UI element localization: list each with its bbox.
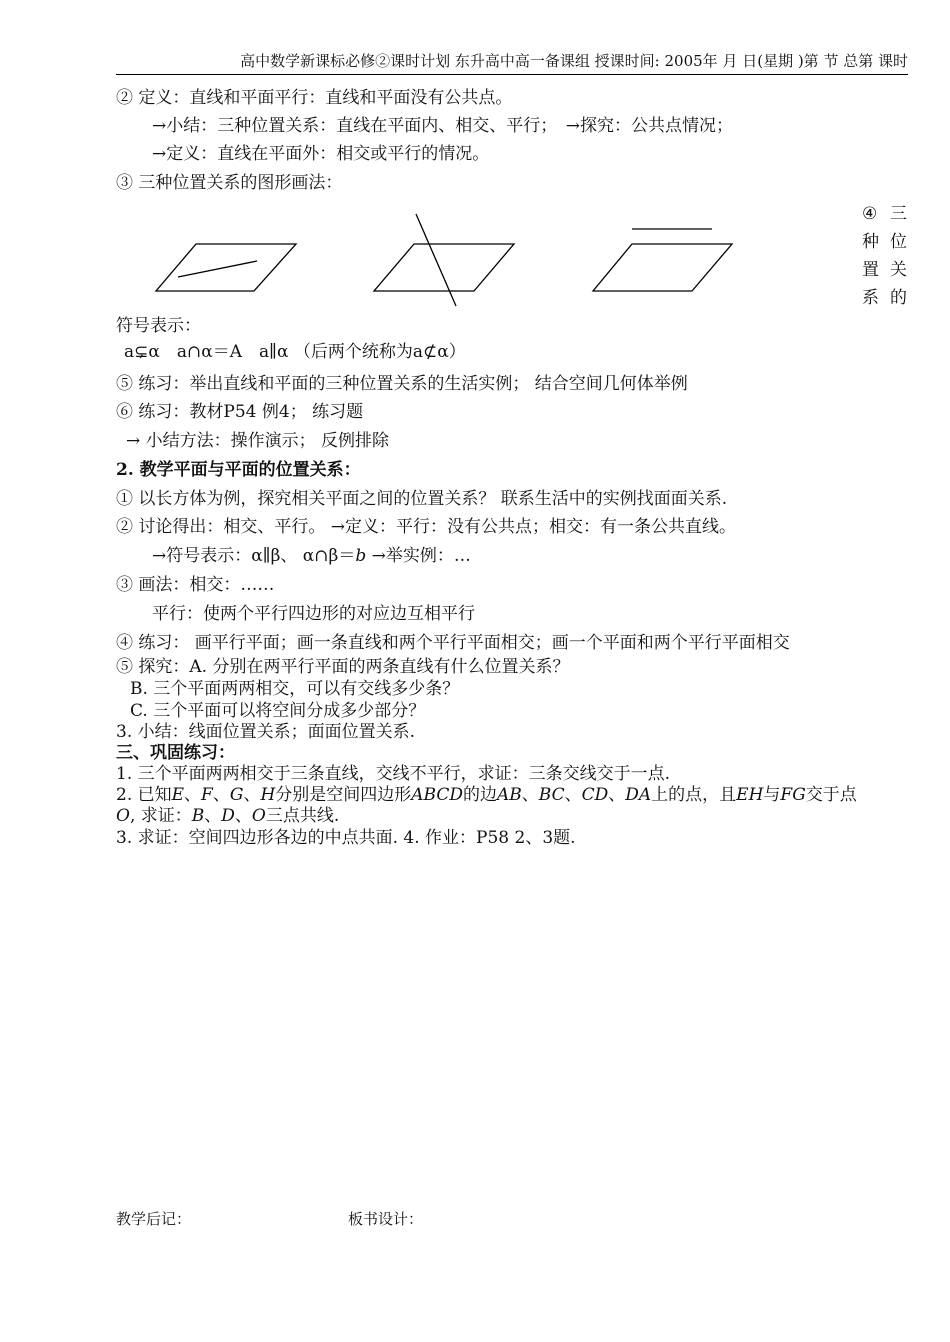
line-discussion: ② 讨论得出：相交、平行。 →定义：平行：没有公共点；相交：有一条公共直线。 [116, 517, 737, 537]
line-definition-parallel: ② 定义：直线和平面平行：直线和平面没有公共点。 [116, 88, 513, 108]
line-explore-c: C. 三个平面可以将空间分成多少部分？ [130, 701, 426, 721]
ex2-text: , 求证： [129, 806, 192, 826]
ex2-text: 的边 [463, 785, 497, 805]
line-drawing: ③ 画法：相交：…… [116, 575, 275, 595]
page-header: 高中数学新课标必修②课时计划 东升高中高一备课组 授课时间: 2005年 月 日(星期 )第 节 总第 课时 [116, 50, 908, 75]
ex2-text: 与 [763, 785, 781, 805]
ex2-var-o: O [116, 806, 130, 826]
line-intersecting [416, 214, 456, 306]
ex2-sep: 、 [184, 785, 202, 805]
ex2-var-b: B [191, 806, 205, 826]
ex2-sep: 、 [521, 785, 539, 805]
figure-line-intersect-plane [374, 214, 514, 306]
side-note-3: 种 [862, 232, 879, 252]
line-summary-3: 3. 小结：线面位置关系；面面位置关系. [116, 722, 416, 742]
side-note-6: 关 [890, 260, 907, 280]
ex2-var-fg: FG [780, 785, 806, 805]
line-exercise-5: ⑤ 练习：举出直线和平面的三种位置关系的生活实例； 结合空间几何体举例 [116, 374, 688, 394]
side-note-4: 位 [890, 232, 907, 252]
ex2-sep: 、 [204, 806, 222, 826]
footer-teaching-notes: 教学后记： [116, 1210, 192, 1228]
ex2-text: 分别是空间四边形 [275, 785, 412, 805]
line-summary: →小结：三种位置关系：直线在平面内、相交、平行； →探究：公共点情况； [152, 116, 733, 136]
line-exercise-6: ⑥ 练习：教材P54 例4； 练习题 [116, 402, 364, 422]
symbol-b: b [355, 546, 367, 566]
ex2-var-d: D [221, 806, 235, 826]
ex2-text: 上的点，且 [651, 785, 737, 805]
ex2-var-f: F [201, 785, 213, 805]
ex2-var-cd: CD [581, 785, 609, 805]
ex2-var-abcd: ABCD [411, 785, 463, 805]
exercise-3-homework: 3. 求证：空间四边形各边的中点共面. 4. 作业：P58 2、3题. [116, 828, 576, 848]
line-symbol-label: 符号表示： [116, 316, 201, 336]
exercise-1: 1. 三个平面两两相交于三条直线，交线不平行，求证：三条交线交于一点. [116, 764, 671, 784]
ex2-var-e: E [171, 785, 185, 805]
ex2-text: 2. 已知 [116, 785, 172, 805]
line-in-plane [178, 261, 257, 277]
symbol-text: →符号表示：α∥β、 α∩β＝ [152, 546, 356, 566]
ex2-var-h: H [260, 785, 276, 805]
ex2-sep: 、 [243, 785, 261, 805]
side-note-7: 系 [862, 288, 879, 308]
symbol-tail: →举实例：… [366, 546, 471, 566]
ex2-sep: 、 [234, 806, 252, 826]
ex2-var-da: DA [625, 785, 652, 805]
ex2-var-ab: AB [497, 785, 522, 805]
side-note-8: 的 [890, 288, 907, 308]
line-summary-method: → 小结方法：操作演示； 反例排除 [126, 431, 390, 451]
ex2-var-bc: BC [538, 785, 565, 805]
exercise-2-line2 [116, 804, 339, 828]
line-symbols: a⊊α a∩α＝A a∥α （后两个统称为a⊄α） [124, 342, 466, 362]
footer-board-design: 板书设计： [348, 1210, 424, 1228]
section-heading-plane-plane: 2. 教学平面与平面的位置关系： [116, 460, 361, 480]
line-explore-a: ⑤ 探究：A. 分别在两平行平面的两条直线有什么位置关系？ [116, 657, 570, 677]
ex2-text: 三点共线. [265, 806, 340, 826]
line-explore-b: B. 三个平面两两相交，可以有交线多少条？ [130, 679, 460, 699]
side-note-1: ④ [862, 204, 878, 224]
ex2-var-eh: EH [736, 785, 764, 805]
ex2-var-o2: O [251, 806, 266, 826]
ex2-text: 交于点 [805, 785, 857, 805]
figure-line-parallel-plane [593, 229, 732, 291]
ex2-sep: 、 [212, 785, 230, 805]
line-explore-cuboid: ① 以长方体为例，探究相关平面之间的位置关系？ 联系生活中的实例找面面关系. [116, 489, 728, 509]
plane-parallelogram-3 [593, 244, 732, 291]
line-definition-outside: →定义：直线在平面外：相交或平行的情况。 [152, 144, 490, 164]
ex2-sep: 、 [564, 785, 582, 805]
line-symbol-plane [152, 544, 471, 568]
section-heading-practice: 三、巩固练习： [116, 743, 235, 763]
side-note-2: 三 [890, 204, 907, 224]
line-exercise-4: ④ 练习： 画平行平面；画一条直线和两个平行平面相交；画一个平面和两个平行平面相交 [116, 633, 790, 653]
line-drawing-methods: ③ 三种位置关系的图形画法： [116, 173, 343, 193]
figure-line-in-plane [156, 244, 296, 291]
plane-parallelogram-2 [374, 244, 514, 291]
line-drawing-parallel: 平行：使两个平行四边形的对应边互相平行 [152, 604, 475, 624]
side-note-5: 置 [862, 260, 879, 280]
ex2-sep: 、 [608, 785, 626, 805]
ex2-var-g: G [229, 785, 244, 805]
